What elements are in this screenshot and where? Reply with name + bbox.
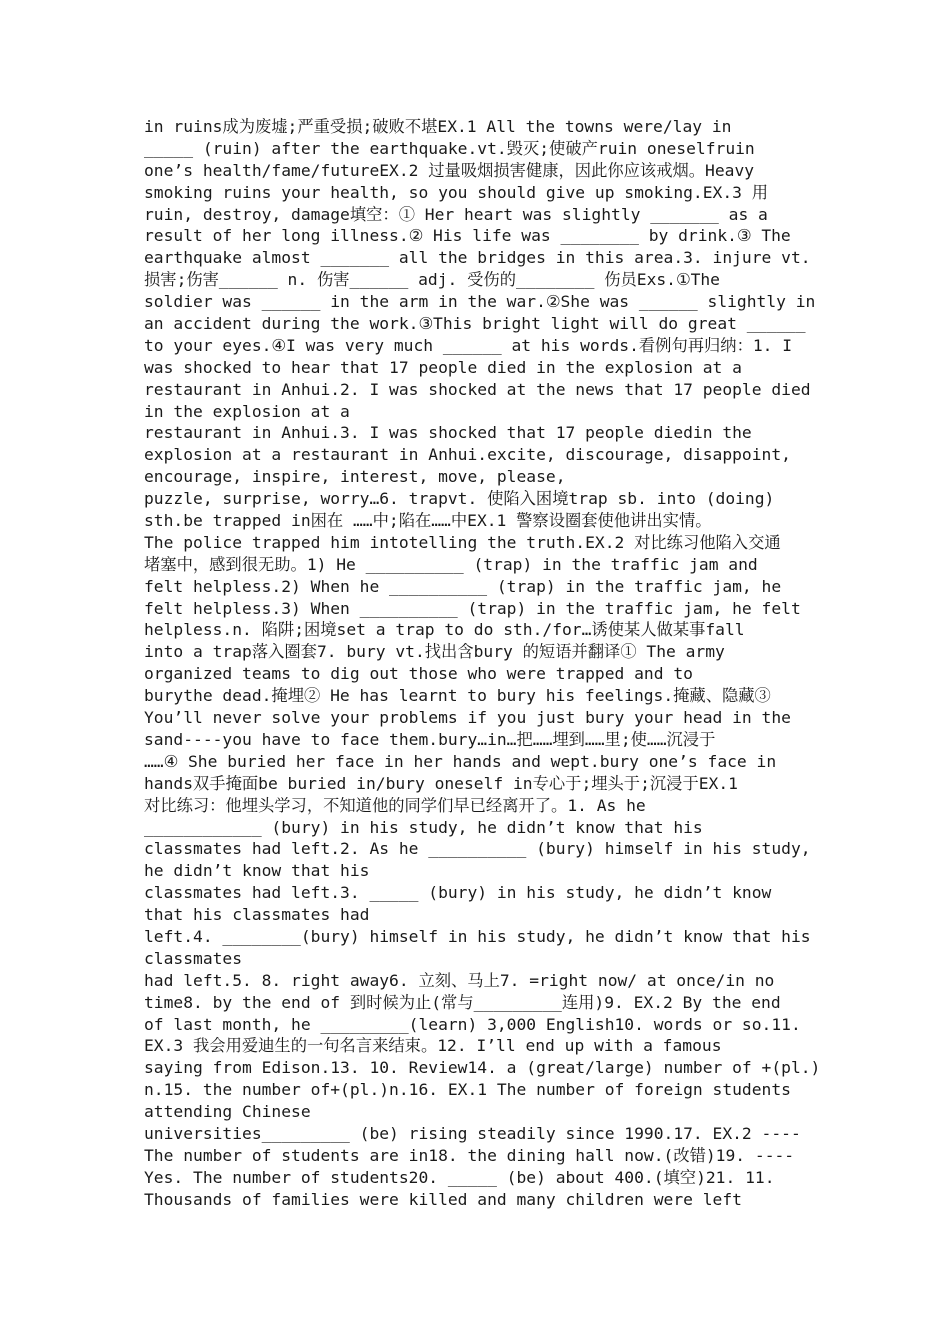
text-line: an accident during the work.③This bright light will do great ______ [144, 314, 806, 334]
text-line: n.15. the number of+(pl.)n.16. EX.1 The number of foreign students [144, 1080, 791, 1100]
text-line: 对比练习：他埋头学习，不知道他的同学们早已经离开了。1. As he [144, 795, 646, 815]
text-line: classmates [144, 948, 243, 968]
text-line: helpless.n. 陷阱;困境set a trap to do sth./for…诱使某人做某事fall [144, 620, 745, 640]
text-line: smoking ruins your health, so you should give up smoking.EX.3 用 [144, 182, 769, 202]
text-line: ____________ (bury) in his study, he didn’t know that his [144, 817, 703, 837]
text-line: left.4. ________(bury) himself in his study, he didn’t know that his [144, 926, 811, 946]
text-line: felt helpless.3) When __________ (trap) in the traffic jam, he felt [144, 598, 801, 618]
text-line: had left.5. 8. right away6. 立刻、马上7. =right now/ at once/in no [144, 970, 775, 990]
text-line: _____ (ruin) after the earthquake.vt.毁灭;使破产ruin oneselfruin [144, 138, 755, 158]
text-line: restaurant in Anhui.2. I was shocked at the news that 17 people died [144, 379, 811, 399]
text-line: hands双手掩面be buried in/bury oneself in专心于;埋头于;沉浸于EX.1 [144, 773, 738, 793]
text-line: saying from Edison.13. 10. Review14. a (great/large) number of +(pl.) [144, 1058, 821, 1078]
text-line: classmates had left.2. As he __________ (bury) himself in his study, [144, 839, 811, 859]
text-line: organized teams to dig out those who were trapped and to [144, 664, 693, 684]
text-line: The number of students are in18. the dining hall now.(改错)19. ---- [144, 1145, 795, 1165]
text-line: encourage, inspire, interest, move, please, [144, 467, 566, 487]
text-line: Thousands of families were killed and many children were left [144, 1189, 742, 1209]
text-line: felt helpless.2) When he __________ (trap) in the traffic jam, he [144, 576, 782, 596]
text-line: of last month, he _________(learn) 3,000 English10. words or so.11. [144, 1014, 801, 1034]
text-line: classmates had left.3. _____ (bury) in his study, he didn’t know [144, 883, 772, 903]
text-line: restaurant in Anhui.3. I was shocked that 17 people diedin the [144, 423, 752, 443]
text-line: explosion at a restaurant in Anhui.excite, discourage, disappoint, [144, 445, 791, 465]
text-line: You’ll never solve your problems if you just bury your head in the [144, 708, 791, 728]
text-line: earthquake almost _______ all the bridges in this area.3. injure vt. [144, 248, 811, 268]
text-line: to your eyes.④I was very much ______ at his words.看例句再归纳：1. I [144, 335, 793, 355]
text-line: that his classmates had [144, 905, 370, 925]
text-line: sand----you have to face them.bury…in…把……埋到……里;使……沉浸于 [144, 729, 716, 749]
text-line: result of her long illness.② His life was ________ by drink.③ The [144, 226, 791, 246]
text-line: universities_________ (be) rising steadily since 1990.17. EX.2 ---- [144, 1123, 801, 1143]
text-line: soldier was ______ in the arm in the war.②She was ______ slightly in [144, 292, 816, 312]
text-line: Yes. The number of students20. _____ (be) about 400.(填空)21. 11. [144, 1167, 775, 1187]
text-line: ……④ She buried her face in her hands and wept.bury one’s face in [144, 751, 777, 771]
document-body [144, 116, 821, 1211]
text-line: 堵塞中，感到很无助。1) He __________ (trap) in the traffic jam and [144, 554, 758, 574]
text-line: he didn’t know that his [144, 861, 370, 881]
text-line: burythe dead.掩埋② He has learnt to bury his feelings.掩藏、隐藏③ [144, 686, 771, 706]
text-line: sth.be trapped in困在 ……中;陷在……中EX.1 警察设圈套使他讲出实情。 [144, 511, 712, 531]
text-line: one’s health/fame/futureEX.2 过量吸烟损害健康，因此你应该戒烟。Heavy [144, 160, 755, 180]
text-line: was shocked to hear that 17 people died in the explosion at a [144, 357, 742, 377]
text-line: EX.3 我会用爱迪生的一句名言来结束。12. I’ll end up with a famous [144, 1036, 722, 1056]
text-line: in ruins成为废墟;严重受损;破败不堪EX.1 All the towns were/lay in [144, 117, 732, 136]
text-line: 损害;伤害______ n. 伤害______ adj. 受伤的________ 伤员Exs.①The [144, 270, 720, 290]
text-line: in the explosion at a [144, 401, 350, 421]
text-line: ruin, destroy, damage填空：① Her heart was slightly _______ as a [144, 204, 768, 224]
text-line: attending Chinese [144, 1102, 311, 1122]
text-line: into a trap落入圈套7. bury vt.找出含bury 的短语并翻译① The army [144, 642, 725, 662]
text-line: time8. by the end of 到时候为止(常与_________连用)9. EX.2 By the end [144, 992, 781, 1012]
text-line: The police trapped him intotelling the truth.EX.2 对比练习他陷入交通 [144, 532, 781, 552]
text-line: puzzle, surprise, worry…6. trapvt. 使陷入困境trap sb. into (doing) [144, 489, 775, 509]
